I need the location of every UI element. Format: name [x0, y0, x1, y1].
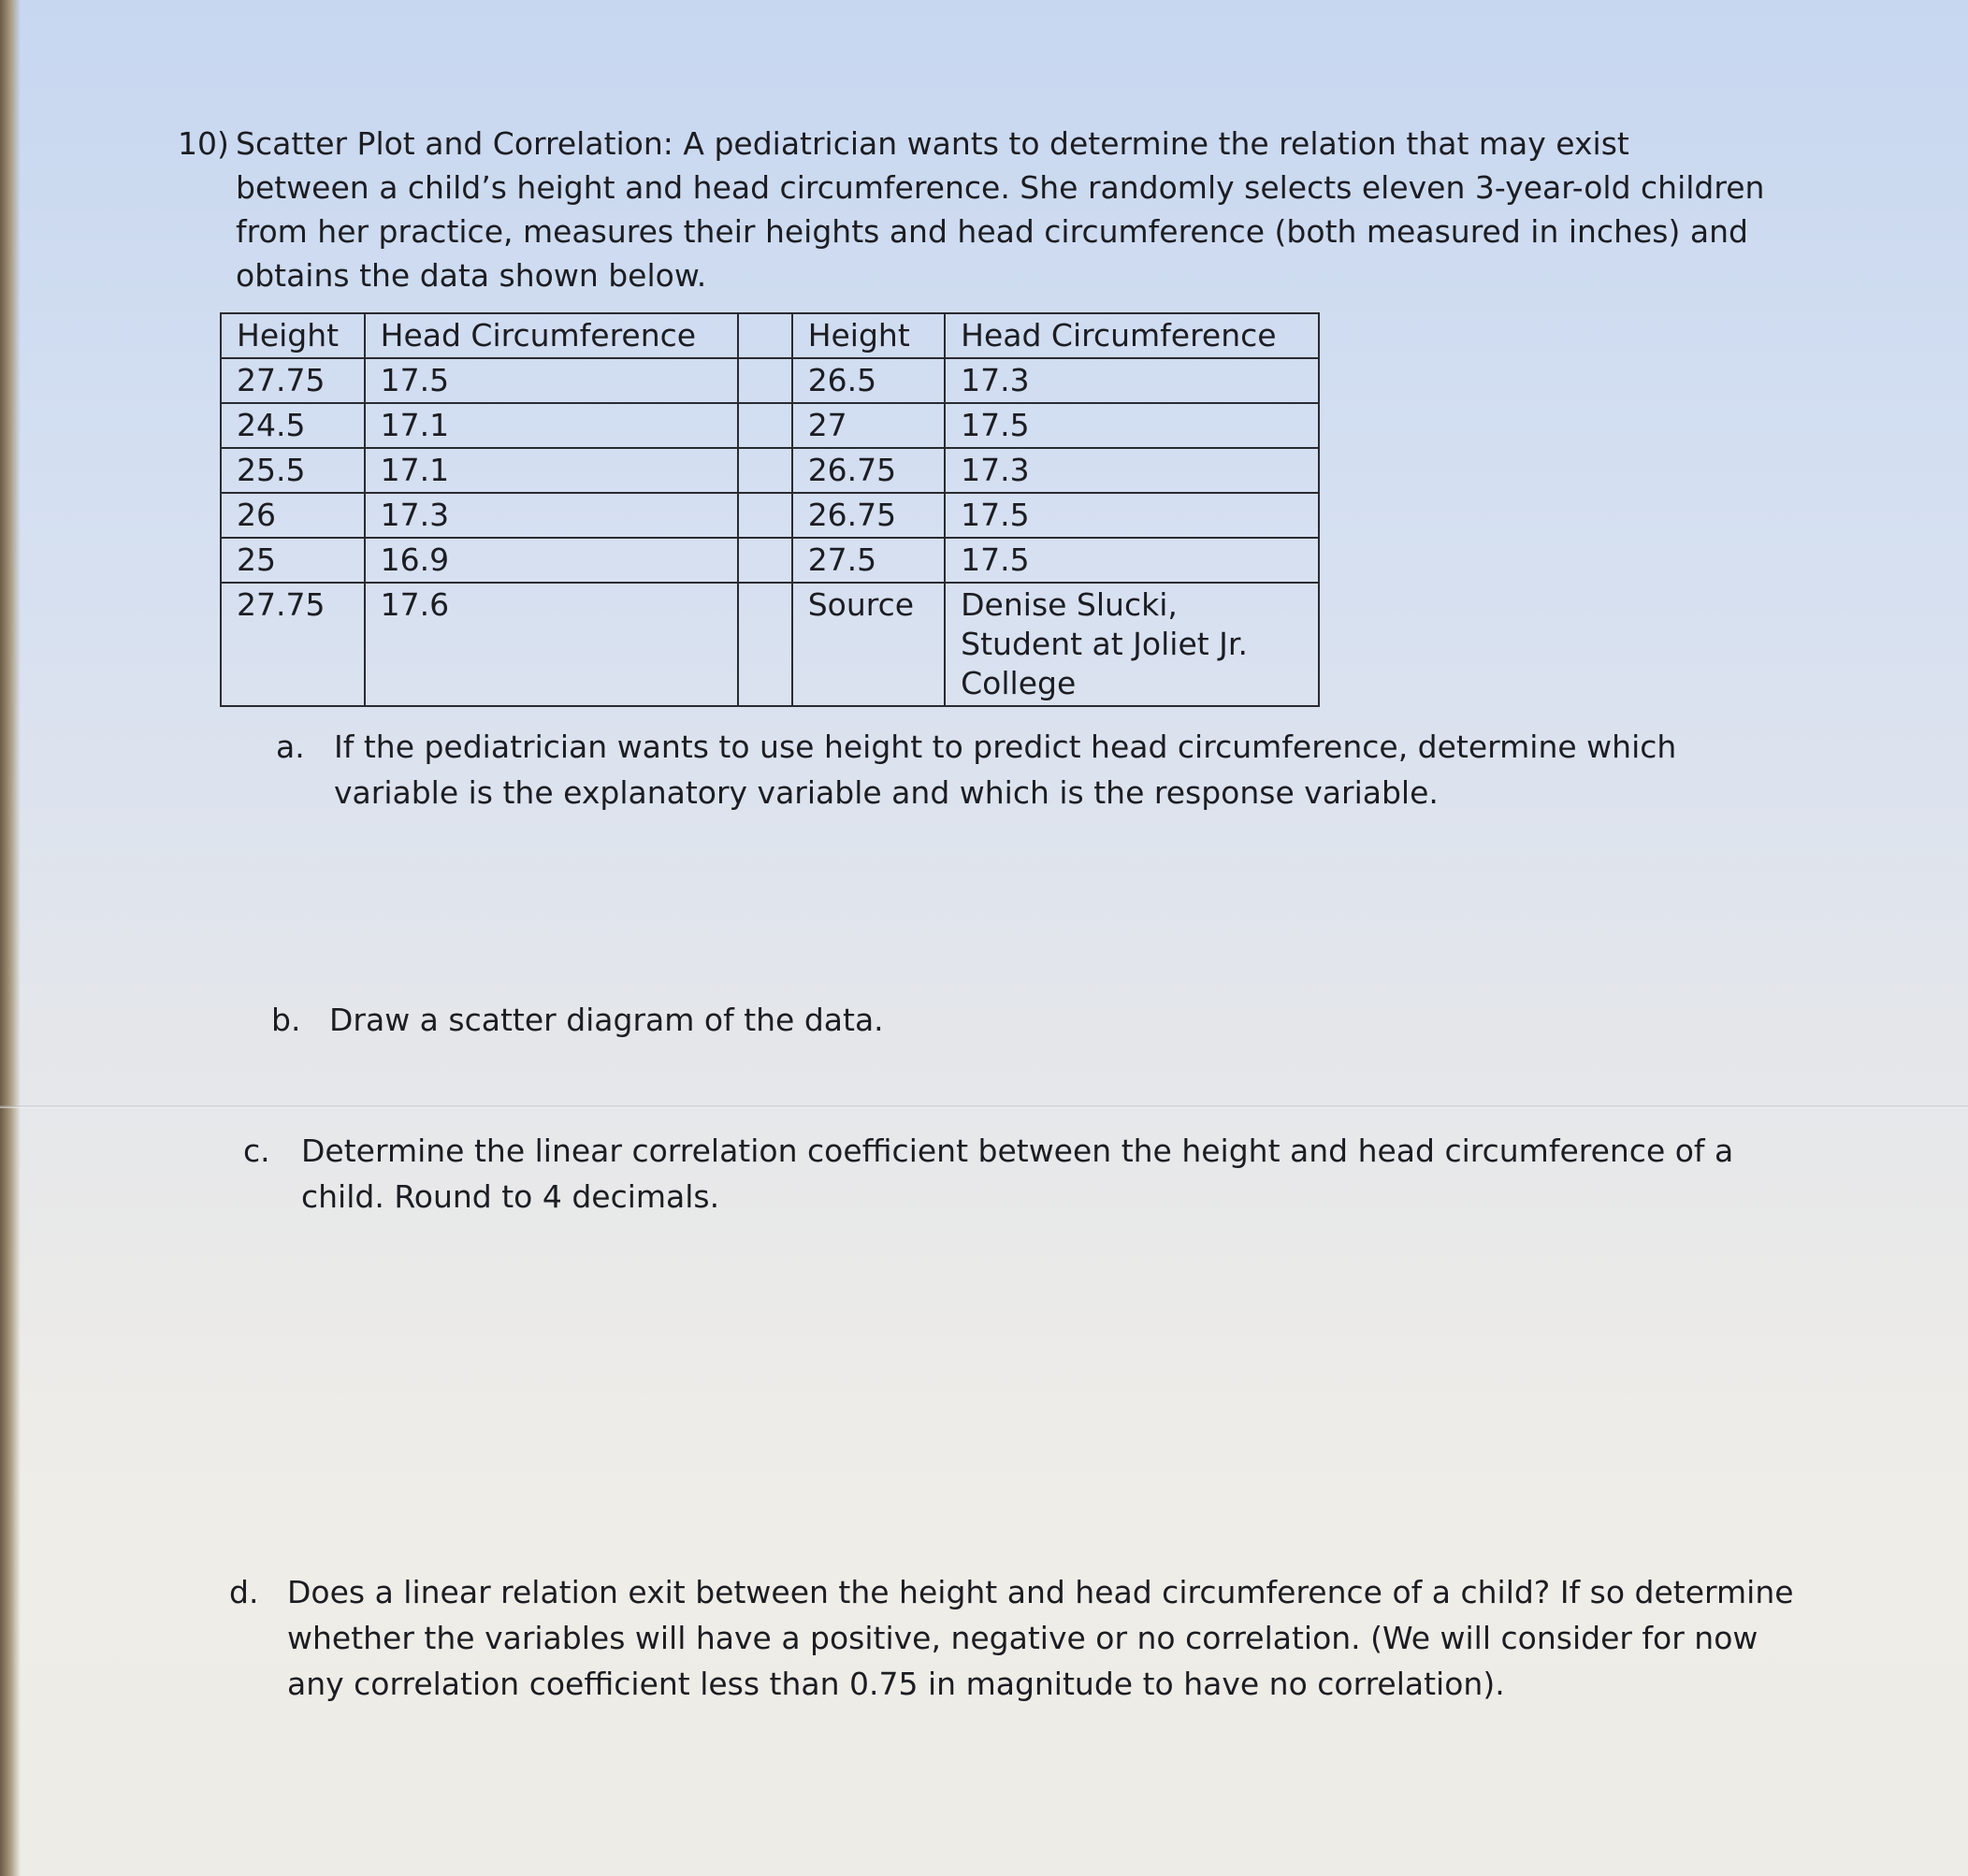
table-row [221, 538, 1319, 583]
cell-head-circ: 17.1 [365, 448, 739, 493]
part-a [276, 724, 1801, 815]
cell-head-circ: 17.5 [945, 403, 1319, 448]
header-head-circ-left: Head Circumference [365, 313, 739, 358]
cell-head-circ: 17.5 [945, 493, 1319, 538]
table-row [221, 448, 1319, 493]
divider-cell [738, 358, 791, 403]
cell-height: 27 [792, 403, 945, 448]
cell-head-circ: 17.3 [945, 448, 1319, 493]
divider-cell [738, 493, 791, 538]
divider-cell [738, 313, 791, 358]
cell-height: 27.75 [221, 358, 365, 403]
cell-source-value: Denise Slucki, Student at Joliet Jr. College [945, 583, 1319, 706]
cell-head-circ: 17.5 [365, 358, 739, 403]
cell-height: 27.75 [221, 583, 365, 706]
cell-height: 25 [221, 538, 365, 583]
cell-head-circ: 17.3 [945, 358, 1319, 403]
table-row [221, 403, 1319, 448]
part-d [229, 1569, 1819, 1707]
divider-cell [738, 448, 791, 493]
question-text: Scatter Plot and Correlation: A pediatrician wants to determine the relation that may exist between a child’s height and head circumference. She randomly selects eleven 3-year-old children from her practice, measures their heights and head circumference (both measured in inches) and obtains the data shown below. [236, 125, 1765, 294]
paper-edge [0, 0, 21, 1876]
part-c [243, 1128, 1777, 1219]
cell-height: 25.5 [221, 448, 365, 493]
part-b-text: Draw a scatter diagram of the data. [329, 1002, 884, 1038]
cell-height: 26.75 [792, 448, 945, 493]
part-a-label: a. [276, 729, 305, 765]
table-header-row [221, 313, 1319, 358]
question-number: 10) [178, 125, 229, 162]
question-10 [178, 122, 1768, 297]
cell-head-circ: 17.3 [365, 493, 739, 538]
cell-height: 26.5 [792, 358, 945, 403]
table-row [221, 583, 1319, 706]
part-d-text: Does a linear relation exit between the height and head circumference of a child? If so determine whether the variables will have a positive, negative or no correlation. (We will consider for now any correlation coefficient less than 0.75 in magnitude to have no correlation). [287, 1574, 1794, 1702]
cell-source-label: Source [792, 583, 945, 706]
cell-height: 27.5 [792, 538, 945, 583]
part-b [271, 997, 1796, 1043]
divider-cell [738, 538, 791, 583]
part-c-text: Determine the linear correlation coefficient between the height and head circumference of a child. Round to 4 decimals. [301, 1133, 1734, 1215]
table-row [221, 358, 1319, 403]
cell-height: 24.5 [221, 403, 365, 448]
cell-height: 26 [221, 493, 365, 538]
paper-fold-line [0, 1105, 1968, 1108]
header-head-circ-right: Head Circumference [945, 313, 1319, 358]
part-c-label: c. [243, 1133, 270, 1169]
cell-height: 26.75 [792, 493, 945, 538]
data-table [220, 312, 1320, 707]
divider-cell [738, 403, 791, 448]
divider-cell [738, 583, 791, 706]
cell-head-circ: 17.1 [365, 403, 739, 448]
cell-head-circ: 17.6 [365, 583, 739, 706]
cell-head-circ: 16.9 [365, 538, 739, 583]
part-d-label: d. [229, 1574, 259, 1610]
table-row [221, 493, 1319, 538]
header-height-left: Height [221, 313, 365, 358]
part-a-text: If the pediatrician wants to use height to predict head circumference, determine which variable is the explanatory variable and which is the response variable. [334, 729, 1677, 811]
cell-head-circ: 17.5 [945, 538, 1319, 583]
header-height-right: Height [792, 313, 945, 358]
part-b-label: b. [271, 1002, 301, 1038]
